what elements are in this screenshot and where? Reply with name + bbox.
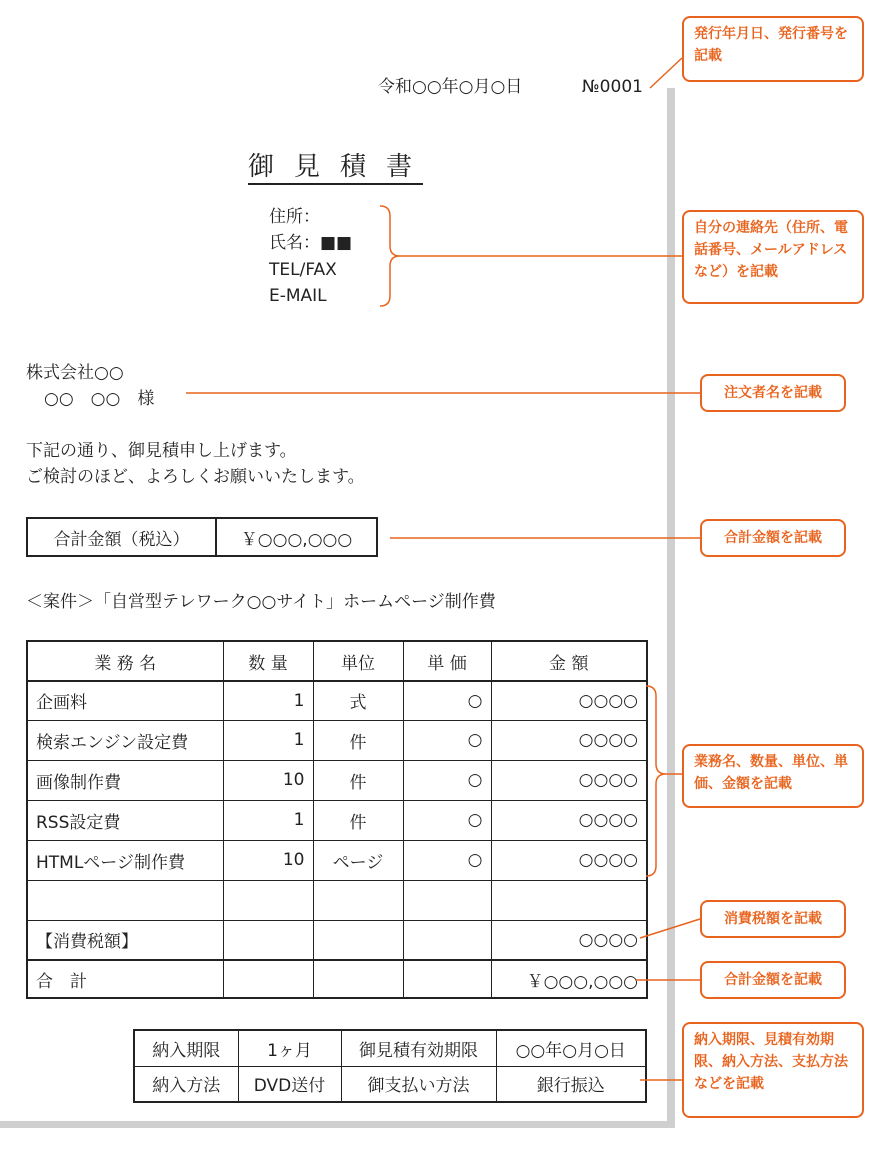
item-unit: 件 xyxy=(313,720,403,760)
item-quantity: 1 xyxy=(223,681,313,720)
callout-contact: 自分の連絡先（住所、電話番号、メールアドレスなど）を記載 xyxy=(682,210,864,304)
terms-label: 御支払い方法 xyxy=(341,1066,496,1102)
item-name: 検索エンジン設定費 xyxy=(27,720,223,760)
callout-terms: 納入期限、見積有効期限、納入方法、支払方法などを記載 xyxy=(682,1022,864,1118)
header-cell: 数 量 xyxy=(223,641,313,681)
terms-value: ○○年○月○日 xyxy=(496,1030,646,1066)
terms-label: 納入方法 xyxy=(134,1066,238,1102)
callout-issue: 発行年月日、発行番号を記載 xyxy=(682,16,864,82)
sender-address: 住所： xyxy=(269,207,320,227)
item-quantity: 1 xyxy=(223,800,313,840)
document-title: 御見積書 xyxy=(248,152,433,182)
item-unit: 件 xyxy=(313,800,403,840)
item-name: RSS設定費 xyxy=(27,800,223,840)
item-unit: ページ xyxy=(313,840,403,880)
tax-label: 【消費税額】 xyxy=(27,920,223,960)
callout-tax: 消費税額を記載 xyxy=(700,900,846,938)
project-title: ＜案件＞「自営型テレワーク○○サイト」ホームページ制作費 xyxy=(26,592,496,612)
callout-items: 業務名、数量、単位、単価、金額を記載 xyxy=(682,744,864,808)
header-cell: 単 価 xyxy=(403,641,491,681)
sender-telfax: TEL/FAX xyxy=(269,260,337,280)
sender-email: E-MAIL xyxy=(269,286,327,306)
brace-items xyxy=(646,686,666,876)
issue-date: 令和○○年○月○日 xyxy=(378,77,523,97)
item-quantity: 1 xyxy=(223,720,313,760)
header-cell: 単位 xyxy=(313,641,403,681)
item-unit-price: ○ xyxy=(403,760,491,800)
terms-value: 銀行振込 xyxy=(496,1066,646,1102)
item-unit: 式 xyxy=(313,681,403,720)
client-company: 株式会社○○ xyxy=(26,363,124,383)
header-cell: 業 務 名 xyxy=(27,641,223,681)
item-amount: ○○○○ xyxy=(491,760,647,800)
connector-issue xyxy=(650,58,682,88)
callout-total2: 合計金額を記載 xyxy=(700,961,846,999)
item-name: 企画料 xyxy=(27,681,223,720)
callout-client: 注文者名を記載 xyxy=(700,374,846,412)
item-amount: ○○○○ xyxy=(491,681,647,720)
item-amount: ○○○○ xyxy=(491,720,647,760)
terms-value: DVD送付 xyxy=(238,1066,341,1102)
total-amount-label: 合計金額（税込） xyxy=(27,518,216,556)
item-unit: 件 xyxy=(313,760,403,800)
item-unit-price: ○ xyxy=(403,681,491,720)
item-quantity: 10 xyxy=(223,760,313,800)
total-amount: ￥○○○,○○○ xyxy=(491,960,647,998)
terms-label: 御見積有効期限 xyxy=(341,1030,496,1066)
item-unit-price: ○ xyxy=(403,720,491,760)
item-amount: ○○○○ xyxy=(491,800,647,840)
brace-contact xyxy=(380,206,400,306)
greeting-line-2: ご検討のほど、よろしくお願いいたします。 xyxy=(26,467,365,487)
sender-name: 氏名：■■ xyxy=(269,233,353,253)
header-cell: 金 額 xyxy=(491,641,647,681)
item-unit-price: ○ xyxy=(403,840,491,880)
total-label: 合 計 xyxy=(27,960,223,998)
item-quantity: 10 xyxy=(223,840,313,880)
total-amount-value: ￥○○○,○○○ xyxy=(216,518,377,556)
callout-total1: 合計金額を記載 xyxy=(700,519,846,557)
terms-value: 1ヶ月 xyxy=(238,1030,341,1066)
item-amount: ○○○○ xyxy=(491,840,647,880)
item-name: 画像制作費 xyxy=(27,760,223,800)
greeting-line-1: 下記の通り、御見積申し上げます。 xyxy=(26,441,297,461)
client-person: ○○ ○○ 様 xyxy=(44,389,155,409)
tax-amount: ○○○○ xyxy=(491,920,647,960)
item-unit-price: ○ xyxy=(403,800,491,840)
document-number: №0001 xyxy=(582,77,643,97)
terms-label: 納入期限 xyxy=(134,1030,238,1066)
item-name: HTMLページ制作費 xyxy=(27,840,223,880)
connector-tax xyxy=(640,919,700,938)
